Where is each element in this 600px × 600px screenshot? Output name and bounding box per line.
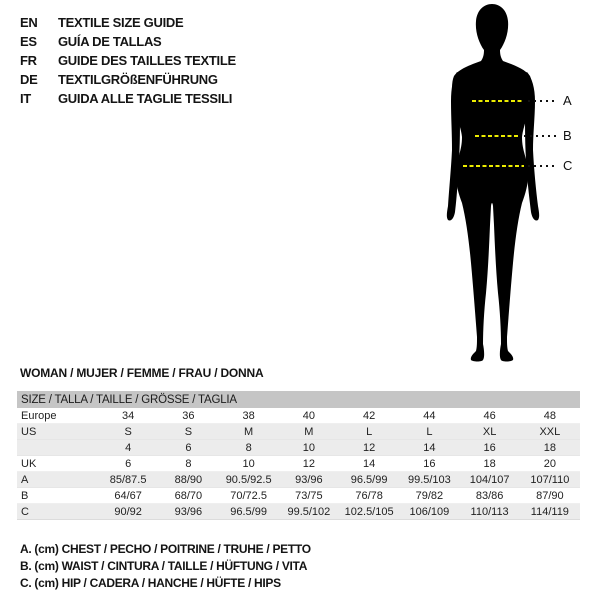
language-title: GUIDE DES TAILLES TEXTILE — [58, 53, 236, 68]
language-row-it — [20, 89, 236, 108]
woman-silhouette — [440, 0, 600, 370]
size-cell: 106/109 — [399, 504, 459, 520]
measurement-figure — [440, 0, 600, 370]
legend-chest: A. (cm) CHEST / PECHO / POITRINE / TRUHE / PETTO — [20, 542, 311, 556]
table-row — [17, 488, 580, 504]
row-label: B — [17, 488, 98, 504]
size-cell: 90.5/92.5 — [219, 472, 279, 488]
marker-label-c: C — [563, 158, 573, 173]
language-code: DE — [20, 72, 38, 87]
size-cell: 99.5/103 — [399, 472, 459, 488]
size-cell: 104/107 — [460, 472, 520, 488]
size-cell: 8 — [158, 456, 218, 472]
size-cell: 96.5/99 — [219, 504, 279, 520]
size-cell: 4 — [98, 440, 158, 456]
size-cell: 12 — [279, 456, 339, 472]
size-cell: 83/86 — [460, 488, 520, 504]
silhouette-right-arm — [522, 72, 539, 221]
language-code: FR — [20, 53, 37, 68]
section-title-woman: WOMAN / MUJER / FEMME / FRAU / DONNA — [20, 366, 264, 380]
size-cell: 93/96 — [158, 504, 218, 520]
table-row — [17, 504, 580, 520]
size-cell: 99.5/102 — [279, 504, 339, 520]
size-cell: 107/110 — [520, 472, 580, 488]
language-title: GUÍA DE TALLAS — [58, 34, 162, 49]
row-label: US — [17, 424, 98, 440]
size-cell: S — [158, 424, 218, 440]
size-cell: M — [219, 424, 279, 440]
language-list — [20, 13, 236, 108]
table-row — [17, 440, 580, 456]
legend-hip: C. (cm) HIP / CADERA / HANCHE / HÜFTE / HIPS — [20, 576, 281, 590]
legend-waist: B. (cm) WAIST / CINTURA / TAILLE / HÜFTUNG / VITA — [20, 559, 308, 573]
size-cell: 40 — [279, 408, 339, 424]
size-table — [17, 391, 580, 520]
row-label: C — [17, 504, 98, 520]
size-cell: 6 — [158, 440, 218, 456]
size-cell: L — [399, 424, 459, 440]
table-row — [17, 472, 580, 488]
size-cell: 12 — [339, 440, 399, 456]
size-table-wrap — [17, 391, 580, 520]
size-cell: 16 — [399, 456, 459, 472]
size-cell: 114/119 — [520, 504, 580, 520]
size-cell: 38 — [219, 408, 279, 424]
table-row — [17, 456, 580, 472]
size-cell: 48 — [520, 408, 580, 424]
size-cell: M — [279, 424, 339, 440]
row-label: Europe — [17, 408, 98, 424]
size-cell: 110/113 — [460, 504, 520, 520]
table-row — [17, 408, 580, 424]
language-row-es — [20, 32, 236, 51]
silhouette-left-arm — [447, 72, 462, 221]
size-cell: 93/96 — [279, 472, 339, 488]
row-label: A — [17, 472, 98, 488]
row-label — [17, 440, 98, 456]
row-label: UK — [17, 456, 98, 472]
size-cell: 44 — [399, 408, 459, 424]
size-cell: 18 — [460, 456, 520, 472]
size-cell: 76/78 — [339, 488, 399, 504]
size-cell: 85/87.5 — [98, 472, 158, 488]
language-row-de — [20, 70, 236, 89]
language-code: ES — [20, 34, 37, 49]
size-cell: 64/67 — [98, 488, 158, 504]
size-cell: 88/90 — [158, 472, 218, 488]
size-cell: XXL — [520, 424, 580, 440]
size-table-header: SIZE / TALLA / TAILLE / GRÖSSE / TAGLIA — [17, 391, 580, 408]
size-cell: 8 — [219, 440, 279, 456]
size-cell: 73/75 — [279, 488, 339, 504]
size-cell: 34 — [98, 408, 158, 424]
size-cell: 10 — [219, 456, 279, 472]
language-code: EN — [20, 15, 38, 30]
size-cell: S — [98, 424, 158, 440]
size-cell: 18 — [520, 440, 580, 456]
size-cell: 42 — [339, 408, 399, 424]
size-cell: 14 — [339, 456, 399, 472]
size-cell: 36 — [158, 408, 218, 424]
marker-label-b: B — [563, 128, 572, 143]
size-cell: 90/92 — [98, 504, 158, 520]
language-title: GUIDA ALLE TAGLIE TESSILI — [58, 91, 233, 106]
language-title: TEXTILGRÖßENFÜHRUNG — [58, 72, 218, 87]
size-cell: 87/90 — [520, 488, 580, 504]
size-cell: XL — [460, 424, 520, 440]
language-title: TEXTILE SIZE GUIDE — [58, 15, 184, 30]
size-cell: 102.5/105 — [339, 504, 399, 520]
size-cell: 16 — [460, 440, 520, 456]
silhouette-body — [452, 4, 532, 362]
size-cell: 79/82 — [399, 488, 459, 504]
language-row-en — [20, 13, 236, 32]
marker-label-a: A — [563, 93, 572, 108]
size-cell: 20 — [520, 456, 580, 472]
size-cell: 70/72.5 — [219, 488, 279, 504]
language-code: IT — [20, 91, 31, 106]
size-cell: 68/70 — [158, 488, 218, 504]
size-cell: 10 — [279, 440, 339, 456]
size-cell: 46 — [460, 408, 520, 424]
table-row — [17, 424, 580, 440]
size-cell: 14 — [399, 440, 459, 456]
measurement-legend — [20, 541, 311, 592]
size-cell: 6 — [98, 456, 158, 472]
size-cell: 96.5/99 — [339, 472, 399, 488]
size-cell: L — [339, 424, 399, 440]
size-table-header-row — [17, 391, 580, 408]
language-row-fr — [20, 51, 236, 70]
